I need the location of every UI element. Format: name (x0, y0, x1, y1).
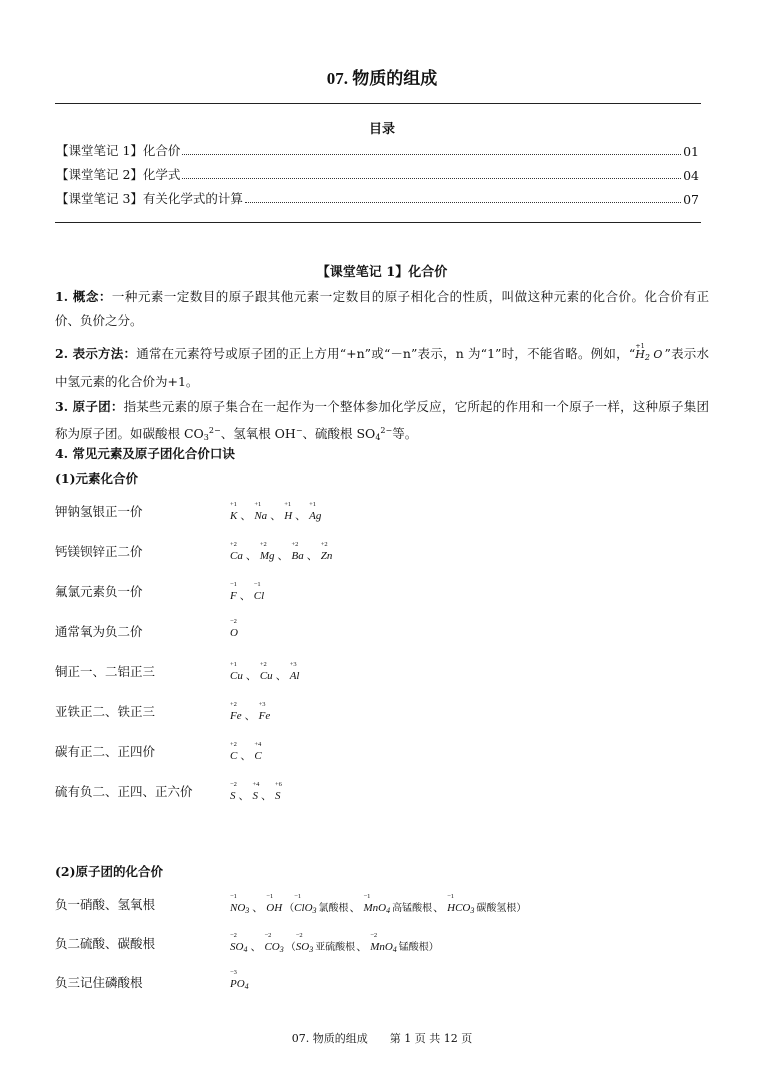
element-symbol: K (230, 510, 238, 522)
element-row-formulas (230, 741, 264, 763)
toc-item[interactable] (56, 187, 699, 207)
toc-item-label: 【课堂笔记 1】化合价 (56, 143, 181, 158)
radical-row-label: 负二硫酸、碳酸根 (55, 936, 156, 951)
separator: 、 (349, 902, 361, 914)
element-row-label: 铜正一、二铝正三 (55, 664, 156, 679)
element-with-valence (259, 661, 273, 682)
valence-mark: +2 (291, 541, 299, 548)
paragraph-text: 通常在元素符号或原子团的正上方用“+n”或“－n”表示，n 为“1”时，不能省略。例如，“ (136, 346, 636, 361)
close-paren: ） (428, 942, 439, 953)
valence-mark: −1 (363, 893, 371, 900)
element-row-label: 钙镁钡锌正二价 (55, 544, 143, 559)
element-row-label: 钾钠氢银正一价 (55, 504, 143, 519)
valence-mark: −1 (230, 893, 237, 900)
divider-toc-bottom (55, 222, 701, 223)
element-with-valence (254, 501, 268, 522)
valence-mark: +2 (230, 741, 237, 748)
separator: 、 (244, 710, 256, 722)
radical-formula (230, 969, 249, 991)
radical-formula (264, 932, 284, 954)
element-symbol: S (252, 790, 258, 802)
radical-row-formulas (230, 893, 527, 915)
radical-formula (230, 932, 248, 954)
element-symbol: Ag (309, 510, 322, 522)
divider-top (55, 103, 701, 104)
element-with-valence (230, 581, 237, 602)
superscript: − (295, 426, 303, 435)
valence-mark: +1 (635, 342, 645, 350)
element-symbol: O (230, 627, 238, 639)
separator: 、 (250, 941, 262, 953)
radical-formula (370, 932, 397, 954)
radical-formula (295, 932, 314, 954)
element-with-valence (252, 781, 260, 802)
element-symbol: Ca (230, 550, 243, 562)
element-symbol: Ba (291, 550, 304, 562)
radical-formula (230, 893, 250, 915)
element-row-label: 通常氧为负二价 (55, 624, 143, 639)
element-row-formulas (230, 701, 272, 723)
element-symbol: S (275, 790, 281, 802)
toc-item-page: 01 (683, 144, 699, 159)
element-symbol: Fe (230, 710, 242, 722)
paragraph-text: 指某些元素的原子集合在一起作为一个整体参加化学反应，它所起的作用和一个原子一样，这种原子集团称为原子团。如碳酸根 CO (55, 399, 709, 441)
toc-leader-dots (245, 202, 681, 203)
radical-valence-heading: (2)原子团的化合价 (55, 864, 164, 879)
paragraph-label: 3. 原子团： (55, 399, 124, 414)
toc-leader-dots (182, 154, 681, 155)
element-row-label: 碳有正二、正四价 (55, 744, 156, 759)
paragraph-label: 2. 表示方法： (55, 346, 137, 361)
subscript: 4 (386, 906, 391, 915)
mnemonic-heading: 4. 常见元素及原子团化合价口诀 (55, 446, 235, 461)
element-with-valence (320, 541, 333, 562)
valence-mark: +2 (320, 541, 328, 548)
valence-mark: +1 (254, 501, 262, 508)
paragraph-text: 一种元素一定数目的原子跟其他元素一定数目的原子相化合的性质，叫做这种元素的化合价。化合价有正价、负价之分。 (55, 289, 709, 328)
radical-name: 碳酸氢根 (476, 903, 517, 914)
paragraph-label: 1. 概念： (55, 289, 112, 304)
element-with-valence (253, 581, 265, 602)
element-with-valence (230, 741, 238, 762)
element-with-valence (254, 741, 262, 762)
valence-mark: +2 (259, 661, 267, 668)
valence-mark: −1 (294, 893, 302, 900)
valence-mark: −2 (230, 781, 237, 788)
separator: 、 (240, 510, 252, 522)
subscript: 3 (470, 906, 475, 915)
element-with-valence (289, 661, 300, 682)
element-with-valence (275, 781, 282, 802)
radical-row-formulas (230, 969, 251, 991)
element-row-label: 硫有负二、正四、正六价 (55, 784, 193, 799)
separator: 、 (245, 670, 257, 682)
valence-mark: −2 (230, 618, 237, 625)
element-symbol: Fe (258, 710, 271, 722)
element-symbol: ClO (294, 902, 313, 914)
valence-mark: −1 (266, 893, 274, 900)
valence-mark: +3 (258, 701, 266, 708)
element-with-valence (259, 541, 275, 562)
element-symbol: C (230, 750, 238, 762)
element-symbol: SO (230, 941, 244, 953)
element-row-formulas (230, 541, 334, 563)
paragraph-radical (55, 395, 709, 450)
subscript: 4 (392, 945, 397, 954)
valence-mark: +1 (230, 501, 237, 508)
paragraph-concept (55, 285, 709, 333)
element-symbol: H (284, 510, 293, 522)
toc-item[interactable] (56, 163, 699, 183)
radical-row-label: 负三记住磷酸根 (55, 975, 143, 990)
toc-item[interactable] (56, 139, 699, 159)
subscript: 3 (245, 906, 250, 915)
element-symbol: C (254, 750, 262, 762)
example-formula (635, 343, 662, 370)
element-with-valence (291, 541, 304, 562)
element-row-formulas (230, 661, 301, 683)
separator: 、 (433, 902, 445, 914)
paragraph-text: 等。 (392, 426, 418, 441)
element-with-valence (230, 501, 238, 522)
radical-row-formulas (230, 932, 439, 954)
subscript: 4 (375, 433, 381, 442)
valence-mark: −2 (230, 932, 237, 939)
element-symbol: Cu (259, 670, 273, 682)
open-paren: （ (285, 942, 296, 953)
element-symbol: MnO (363, 902, 387, 914)
valence-mark: +2 (230, 541, 237, 548)
valence-mark: −1 (253, 581, 261, 588)
valence-mark: −1 (230, 581, 237, 588)
separator: 、 (306, 550, 318, 562)
element-row-label: 亚铁正二、铁正三 (55, 704, 156, 719)
toc-item-page: 04 (683, 168, 699, 183)
element-row-formulas (230, 781, 283, 803)
valence-mark: +4 (254, 741, 262, 748)
element-symbol: Al (289, 670, 300, 682)
element-with-valence (230, 541, 243, 562)
valence-mark: +3 (289, 661, 297, 668)
element-symbol: S (230, 790, 236, 802)
open-paren: （ (284, 903, 295, 914)
toc-item-page: 07 (683, 192, 699, 207)
toc-leader-dots (182, 178, 681, 179)
element-symbol: Mg (259, 550, 275, 562)
toc-heading: 目录 (368, 122, 395, 137)
valence-mark: +1 (230, 661, 237, 668)
separator: 、 (277, 550, 289, 562)
element-row-formulas (230, 501, 323, 523)
element-symbol: CO (264, 941, 280, 953)
separator: 、 (238, 790, 250, 802)
element-with-valence (258, 701, 271, 722)
element-symbol: MnO (370, 941, 393, 953)
subscript: 3 (309, 945, 314, 954)
valence-mark: −1 (447, 893, 455, 900)
radical-name: 氯酸根 (318, 903, 349, 914)
valence-mark: −3 (230, 969, 237, 976)
subscript: 3 (279, 945, 284, 954)
toc-item-label: 【课堂笔记 2】化学式 (56, 167, 181, 182)
radical-row-label: 负一硝酸、氢氧根 (55, 897, 156, 912)
superscript: 2− (208, 426, 221, 435)
subscript: 3 (203, 433, 209, 442)
element-symbol: Cu (230, 670, 243, 682)
separator: 、 (270, 510, 282, 522)
separator: 、 (239, 590, 251, 602)
valence-mark: +2 (230, 701, 237, 708)
valence-mark: +4 (252, 781, 260, 788)
valence-mark: +1 (284, 501, 292, 508)
valence-mark: +6 (275, 781, 282, 788)
paragraph-text: 、氢氧根 OH (220, 426, 296, 441)
radical-formula (363, 893, 391, 915)
element-symbol: NO (230, 902, 246, 914)
separator: 、 (252, 902, 264, 914)
valence-mark: +2 (259, 541, 267, 548)
valence-mark: −2 (264, 932, 272, 939)
close-paren: ） (516, 903, 527, 914)
element-symbol: F (230, 590, 237, 602)
element-symbol: O (653, 348, 663, 361)
superscript: 2− (380, 426, 393, 435)
element-symbol: PO (230, 978, 245, 990)
element-row-formulas (230, 581, 266, 603)
element-with-valence (230, 701, 242, 722)
paragraph-text: ”表示水中氢元素的化合价为+1。 (55, 346, 710, 389)
separator: 、 (245, 550, 257, 562)
radical-name: 亚硫酸根 (315, 942, 356, 953)
page-title: 07. 物质的组成 (326, 69, 438, 88)
element-row-formulas (230, 618, 240, 639)
valence-mark: −2 (295, 932, 303, 939)
radical-formula (266, 893, 283, 914)
subscript: 4 (244, 982, 249, 991)
valence-mark: −2 (370, 932, 378, 939)
element-symbol: HCO (447, 902, 471, 914)
element-symbol: OH (266, 902, 283, 914)
element-with-valence (309, 501, 322, 522)
radical-formula (294, 893, 317, 915)
toc-item-label: 【课堂笔记 3】有关化学式的计算 (56, 191, 243, 206)
separator: 、 (295, 510, 307, 522)
element-with-valence (284, 501, 293, 522)
radical-name: 锰酸根 (398, 942, 429, 953)
separator: 、 (275, 670, 287, 682)
element-symbol: H (635, 348, 645, 361)
separator: 、 (261, 790, 272, 802)
section-heading: 【课堂笔记 1】化合价 (316, 265, 448, 280)
element-row-label: 氟氯元素负一价 (55, 584, 143, 599)
element-symbol: Cl (253, 590, 265, 602)
element-with-valence (230, 661, 243, 682)
paragraph-notation (55, 342, 709, 394)
element-symbol: Zn (320, 550, 333, 562)
element-symbol: SO (295, 941, 310, 953)
element-valence-heading: (1)元素化合价 (55, 471, 139, 486)
radical-formula (447, 893, 475, 915)
subscript: 2 (644, 353, 650, 362)
paragraph-text: 、硫酸根 SO (302, 426, 376, 441)
subscript: 4 (243, 945, 248, 954)
separator: 、 (356, 941, 368, 953)
radical-name: 高锰酸根 (392, 903, 433, 914)
separator: 、 (240, 750, 252, 762)
page-footer: 07. 物质的组成 第 1 页 共 12 页 (291, 1032, 473, 1045)
subscript: 3 (312, 906, 317, 915)
element-with-valence (230, 618, 238, 639)
element-symbol: Na (254, 510, 268, 522)
element-with-valence (230, 781, 237, 802)
valence-mark: +1 (309, 501, 317, 508)
